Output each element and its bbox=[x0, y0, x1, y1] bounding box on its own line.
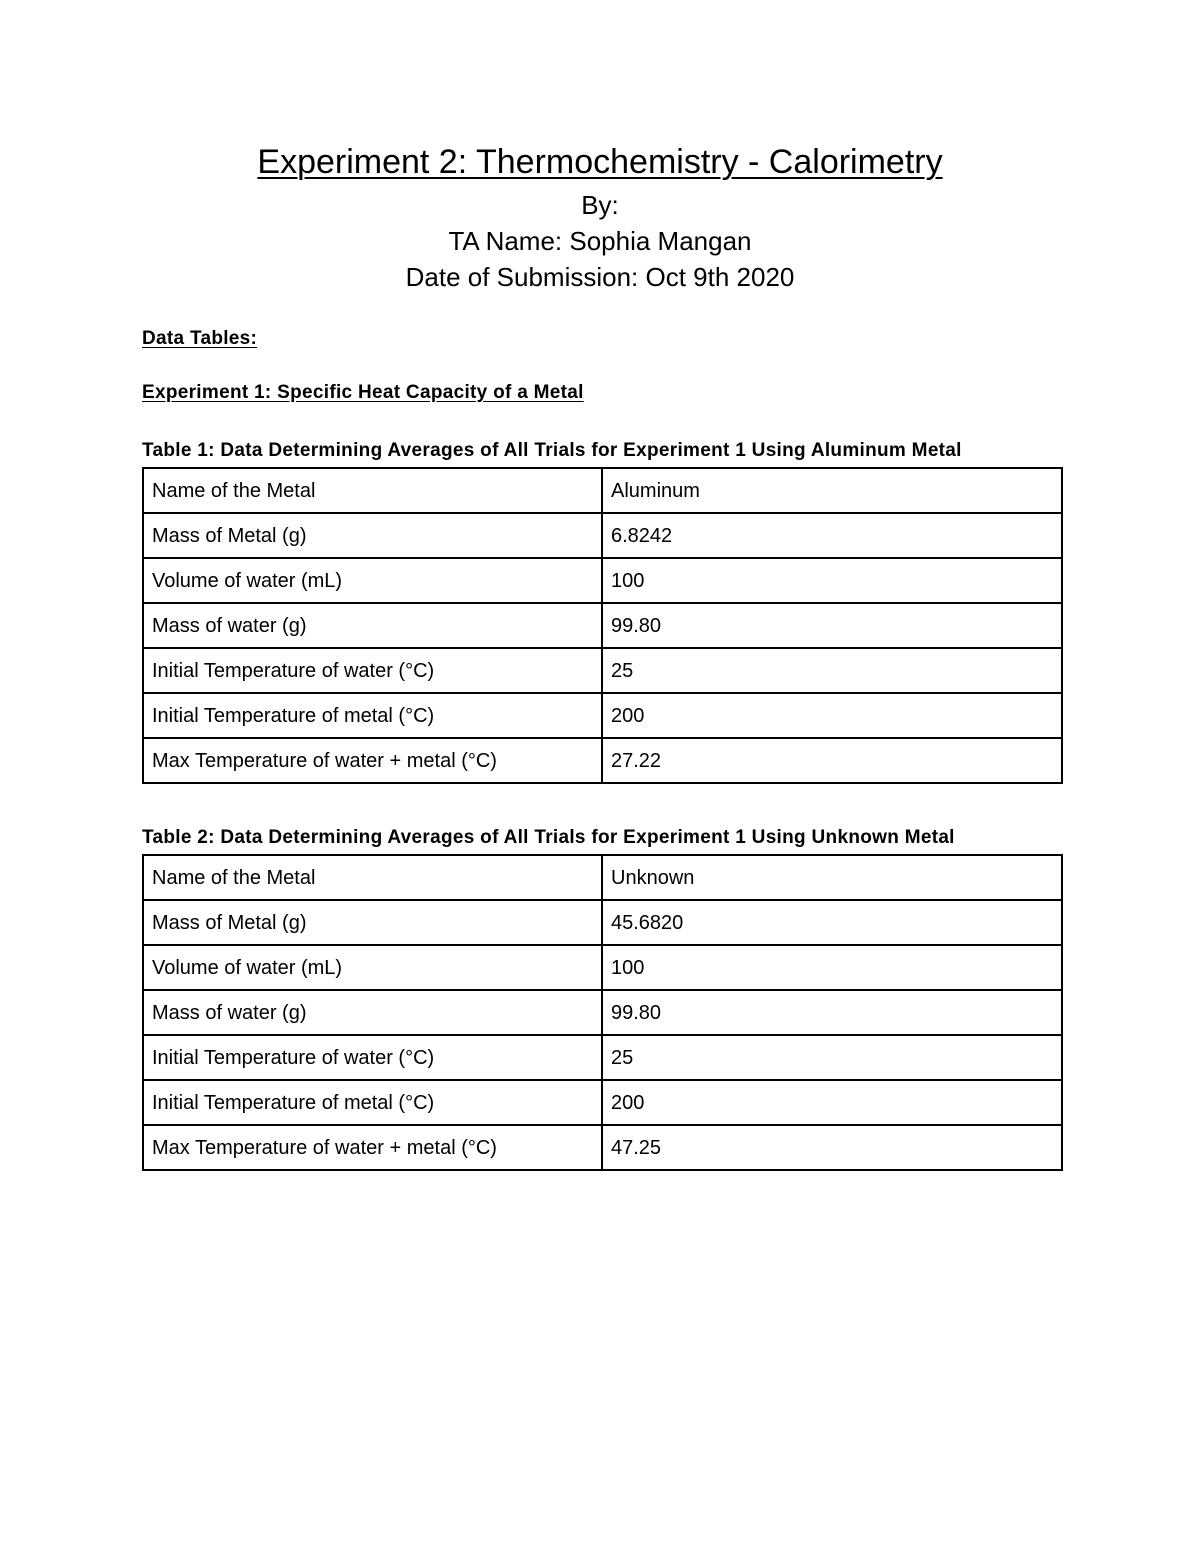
table-row bbox=[143, 945, 1062, 990]
table-cell-value: Aluminum bbox=[602, 468, 1062, 513]
table-row bbox=[143, 855, 1062, 900]
table-row bbox=[143, 738, 1062, 783]
table-row bbox=[143, 1080, 1062, 1125]
table-cell-value: 45.6820 bbox=[602, 900, 1062, 945]
table-cell-label: Initial Temperature of metal (°C) bbox=[143, 1080, 602, 1125]
table-cell-label: Name of the Metal bbox=[143, 468, 602, 513]
ta-name-line: TA Name: Sophia Mangan bbox=[448, 226, 752, 256]
table-cell-value: 99.80 bbox=[602, 990, 1062, 1035]
table-cell-value: 25 bbox=[602, 1035, 1062, 1080]
table-cell-label: Max Temperature of water + metal (°C) bbox=[143, 738, 602, 783]
table1-caption: Table 1: Data Determining Averages of All Trials for Experiment 1 Using Aluminum Metal bbox=[142, 440, 962, 461]
table-row bbox=[143, 513, 1062, 558]
table-cell-label: Mass of water (g) bbox=[143, 990, 602, 1035]
table1-aluminum-data bbox=[142, 467, 1063, 784]
table-cell-value: Unknown bbox=[602, 855, 1062, 900]
table-cell-label: Max Temperature of water + metal (°C) bbox=[143, 1125, 602, 1170]
table-cell-label: Initial Temperature of metal (°C) bbox=[143, 693, 602, 738]
table-row bbox=[143, 1125, 1062, 1170]
experiment1-heading: Experiment 1: Specific Heat Capacity of a Metal bbox=[142, 382, 584, 403]
table-cell-label: Volume of water (mL) bbox=[143, 558, 602, 603]
table-cell-value: 100 bbox=[602, 945, 1062, 990]
table-cell-label: Mass of Metal (g) bbox=[143, 513, 602, 558]
document-title: Experiment 2: Thermochemistry - Calorimetry bbox=[257, 143, 943, 181]
table2-unknown-data bbox=[142, 854, 1063, 1171]
table2-caption: Table 2: Data Determining Averages of All Trials for Experiment 1 Using Unknown Metal bbox=[142, 827, 955, 848]
table-row bbox=[143, 648, 1062, 693]
table-cell-label: Name of the Metal bbox=[143, 855, 602, 900]
table-row bbox=[143, 900, 1062, 945]
table-row bbox=[143, 693, 1062, 738]
table-cell-value: 6.8242 bbox=[602, 513, 1062, 558]
table-cell-value: 99.80 bbox=[602, 603, 1062, 648]
table-row bbox=[143, 603, 1062, 648]
table-cell-label: Volume of water (mL) bbox=[143, 945, 602, 990]
table-cell-label: Initial Temperature of water (°C) bbox=[143, 648, 602, 693]
table-cell-value: 27.22 bbox=[602, 738, 1062, 783]
submission-date-line: Date of Submission: Oct 9th 2020 bbox=[405, 262, 795, 292]
table-cell-label: Mass of Metal (g) bbox=[143, 900, 602, 945]
table-row bbox=[143, 558, 1062, 603]
table-cell-value: 25 bbox=[602, 648, 1062, 693]
table-cell-value: 100 bbox=[602, 558, 1062, 603]
data-tables-heading: Data Tables: bbox=[142, 328, 258, 349]
table-cell-value: 200 bbox=[602, 1080, 1062, 1125]
table-row bbox=[143, 990, 1062, 1035]
table-cell-label: Mass of water (g) bbox=[143, 603, 602, 648]
table-row bbox=[143, 1035, 1062, 1080]
table-cell-value: 47.25 bbox=[602, 1125, 1062, 1170]
author-by-line: By: bbox=[581, 190, 619, 220]
table-cell-label: Initial Temperature of water (°C) bbox=[143, 1035, 602, 1080]
table-cell-value: 200 bbox=[602, 693, 1062, 738]
table-row bbox=[143, 468, 1062, 513]
